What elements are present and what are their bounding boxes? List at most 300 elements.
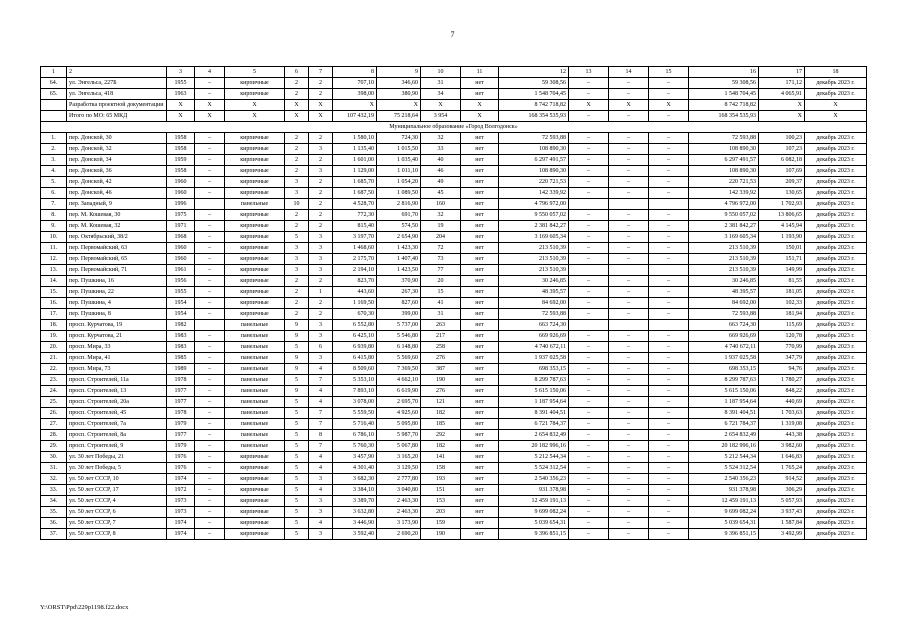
table-cell: 213 510,39	[689, 265, 759, 276]
table-cell: 574,50	[377, 221, 421, 232]
table-cell: 669 926,69	[689, 331, 759, 342]
table-cell: 1 587,84	[759, 518, 805, 529]
table-cell: –	[195, 89, 225, 100]
table-cell: 19.	[41, 331, 67, 342]
document-path: Y:\ORST\Ppd\229p1198.f22.docx	[40, 604, 129, 611]
table-row	[41, 518, 867, 529]
table-cell: просп. Строителей, 7а	[67, 419, 167, 430]
table-cell: нет	[461, 199, 499, 210]
table-cell: декабрь 2023 г.	[805, 529, 867, 540]
table-cell: –	[569, 78, 609, 89]
table-cell: –	[609, 331, 649, 342]
table-cell: 7 893,10	[333, 386, 377, 397]
table-cell: 65.	[41, 89, 67, 100]
table-cell	[195, 320, 225, 331]
table-cell: 267,30	[377, 287, 421, 298]
table-cell: 931 378,98	[689, 485, 759, 496]
table-cell: –	[195, 507, 225, 518]
table-cell: X	[333, 100, 377, 111]
table-cell: нет	[461, 441, 499, 452]
table-cell: 2	[309, 221, 333, 232]
table-cell: кирпичные	[225, 133, 285, 144]
table-cell: 2 654 832,49	[689, 430, 759, 441]
table-cell: 1958	[167, 166, 195, 177]
table-cell: нет	[461, 243, 499, 254]
table-cell: 108 890,30	[499, 166, 569, 177]
table-cell: 5 212 544,34	[499, 452, 569, 463]
table-cell: 2 695,70	[377, 397, 421, 408]
table-cell: пер. Октябрьский, 38/2	[67, 232, 167, 243]
table-cell: 347,79	[759, 353, 805, 364]
table-cell: панельные	[225, 408, 285, 419]
table-cell: нет	[461, 78, 499, 89]
table-cell: декабрь 2023 г.	[805, 210, 867, 221]
table-cell	[609, 265, 649, 276]
table-cell: 1 937 025,58	[689, 353, 759, 364]
table-cell: 9 550 057,02	[689, 210, 759, 221]
table-cell: кирпичные	[225, 188, 285, 199]
table-cell: 182	[421, 408, 461, 419]
table-row	[41, 485, 867, 496]
table-cell: 3 173,90	[377, 518, 421, 529]
table-cell: просп. Строителей, 20а	[67, 397, 167, 408]
table-cell: 5 737,00	[377, 320, 421, 331]
table-cell: просп. Строителей, 45	[67, 408, 167, 419]
table-cell: 190	[421, 529, 461, 540]
table-cell: нет	[461, 133, 499, 144]
table-row	[41, 111, 867, 122]
table-cell: пер. Донской, 42	[67, 177, 167, 188]
table-cell: 5	[285, 529, 309, 540]
table-row	[41, 331, 867, 342]
table-cell: 770,99	[759, 342, 805, 353]
table-cell: –	[609, 364, 649, 375]
table-cell: 3 937,43	[759, 507, 805, 518]
table-cell: декабрь 2023 г.	[805, 386, 867, 397]
table-cell: 1974	[167, 529, 195, 540]
table-row	[41, 144, 867, 155]
table-cell: 3 592,40	[333, 529, 377, 540]
table-cell: –	[609, 144, 649, 155]
table-cell: –	[649, 243, 689, 254]
table-cell: –	[195, 133, 225, 144]
table-cell: 292	[421, 430, 461, 441]
table-cell: нет	[461, 276, 499, 287]
table-cell: 12	[499, 67, 569, 78]
table-cell: кирпичные	[225, 254, 285, 265]
table-cell: 181,94	[759, 309, 805, 320]
table-cell: 203	[421, 507, 461, 518]
table-cell: кирпичные	[225, 221, 285, 232]
table-cell: 5 559,50	[333, 408, 377, 419]
table-cell: 28.	[41, 430, 67, 441]
table-cell: 5	[285, 397, 309, 408]
table-cell: 72	[421, 243, 461, 254]
table-row	[41, 243, 867, 254]
table-cell: кирпичные	[225, 89, 285, 100]
table-cell: 2	[309, 177, 333, 188]
table-cell: –	[609, 78, 649, 89]
table-cell: –	[195, 276, 225, 287]
table-cell: кирпичные	[225, 452, 285, 463]
table-cell: декабрь 2023 г.	[805, 408, 867, 419]
table-cell: –	[609, 507, 649, 518]
table-cell: нет	[461, 287, 499, 298]
table-row	[41, 452, 867, 463]
table-cell: 7.	[41, 199, 67, 210]
table-cell: кирпичные	[225, 166, 285, 177]
table-cell: –	[569, 463, 609, 474]
table-cell: 31.	[41, 463, 67, 474]
table-cell: 5 987,70	[377, 430, 421, 441]
table-cell: 1 423,30	[377, 243, 421, 254]
table-row	[41, 287, 867, 298]
table-cell: 16.	[41, 298, 67, 309]
table-cell: 108 890,30	[689, 144, 759, 155]
table-cell: 2	[309, 309, 333, 320]
table-cell: 1 580,10	[333, 133, 377, 144]
table-cell: X	[805, 100, 867, 111]
table-cell: 13.	[41, 265, 67, 276]
table-cell: –	[649, 298, 689, 309]
table-cell: 276	[421, 353, 461, 364]
table-cell: 75 218,64	[377, 111, 421, 122]
table-cell: –	[609, 254, 649, 265]
table-cell: 4 925,60	[377, 408, 421, 419]
table-cell: –	[195, 419, 225, 430]
table-cell: декабрь 2023 г.	[805, 276, 867, 287]
table-cell: 4 301,40	[333, 463, 377, 474]
table-cell: 7	[309, 67, 333, 78]
table-row	[41, 221, 867, 232]
table-cell: 5 615 150,06	[499, 386, 569, 397]
table-cell: –	[649, 386, 689, 397]
table-cell: 142 339,92	[499, 188, 569, 199]
table-cell: 1954	[167, 309, 195, 320]
table-cell: 35.	[41, 507, 67, 518]
table-cell: кирпичные	[225, 232, 285, 243]
table-cell: 8 509,60	[333, 364, 377, 375]
table-cell: 4 662,10	[377, 375, 421, 386]
table-cell: –	[569, 518, 609, 529]
table-cell: X	[225, 100, 285, 111]
table-cell: –	[569, 452, 609, 463]
table-cell: –	[195, 441, 225, 452]
table-cell: 9.	[41, 221, 67, 232]
table-cell: 5 039 654,31	[689, 518, 759, 529]
table-cell: 1 687,50	[333, 188, 377, 199]
table-cell: кирпичные	[225, 287, 285, 298]
table-cell: 3 165,20	[377, 452, 421, 463]
table-cell: –	[609, 485, 649, 496]
table-cell: 2	[285, 78, 309, 89]
table-cell: 48 395,57	[499, 287, 569, 298]
table-cell: 81,55	[759, 276, 805, 287]
table-cell: нет	[461, 430, 499, 441]
table-cell: 1973	[167, 507, 195, 518]
table-cell: 380,90	[377, 89, 421, 100]
table-cell: 15	[649, 67, 689, 78]
table-cell: 707,10	[333, 78, 377, 89]
table-cell: 3 169 605,34	[689, 232, 759, 243]
table-cell: нет	[461, 210, 499, 221]
table-cell: декабрь 2023 г.	[805, 496, 867, 507]
table-cell: панельные	[225, 342, 285, 353]
table-cell: декабрь 2023 г.	[805, 397, 867, 408]
table-cell: панельные	[225, 430, 285, 441]
table-cell: 2 194,10	[333, 265, 377, 276]
table-cell: 37.	[41, 529, 67, 540]
table-cell: 4 740 672,11	[499, 342, 569, 353]
table-cell: 12.	[41, 254, 67, 265]
table-cell: 663 724,30	[499, 320, 569, 331]
table-cell: –	[569, 529, 609, 540]
table-cell: 3	[285, 188, 309, 199]
table-cell: 102,33	[759, 298, 805, 309]
table-cell: –	[569, 287, 609, 298]
table-cell: –	[195, 474, 225, 485]
table-cell: нет	[461, 309, 499, 320]
table-cell: нет	[461, 221, 499, 232]
table-cell: 1958	[167, 144, 195, 155]
section-row	[41, 122, 867, 133]
table-cell: –	[649, 133, 689, 144]
table-cell: 30 246,85	[689, 276, 759, 287]
table-cell: 141	[421, 452, 461, 463]
table-cell: нет	[461, 320, 499, 331]
table-cell: –	[649, 78, 689, 89]
table-cell: кирпичные	[225, 474, 285, 485]
table-cell: 9	[285, 364, 309, 375]
table-cell: 182	[421, 441, 461, 452]
table-cell: –	[649, 419, 689, 430]
table-cell: –	[609, 342, 649, 353]
table-cell: кирпичные	[225, 529, 285, 540]
table-cell: 151,71	[759, 254, 805, 265]
table-cell: –	[569, 507, 609, 518]
table-cell: Итого по МО: 65 МКД	[67, 111, 167, 122]
table-cell: пер. Пушкина, 22	[67, 287, 167, 298]
table-cell: нет	[461, 507, 499, 518]
table-cell: декабрь 2023 г.	[805, 452, 867, 463]
table-cell: 9	[285, 320, 309, 331]
table-row	[41, 474, 867, 485]
table-cell: –	[569, 243, 609, 254]
table-cell: нет	[461, 298, 499, 309]
table-row	[41, 199, 867, 210]
table-cell: ул. 50 лет СССР, 10	[67, 474, 167, 485]
table-cell: кирпичные	[225, 518, 285, 529]
table-row	[41, 375, 867, 386]
table-cell: 1959	[167, 155, 195, 166]
table-cell: 73	[421, 254, 461, 265]
table-cell: 115,69	[759, 320, 805, 331]
table-cell: 1982	[167, 320, 195, 331]
table-cell: –	[609, 518, 649, 529]
table-cell: декабрь 2023 г.	[805, 419, 867, 430]
table-cell: 1 937 025,58	[499, 353, 569, 364]
table-cell: 2	[309, 298, 333, 309]
table-cell: 18	[805, 67, 867, 78]
table-cell: нет	[461, 485, 499, 496]
table-cell: пер. Донской, 30	[67, 133, 167, 144]
table-cell: –	[649, 496, 689, 507]
table-cell: X	[167, 100, 195, 111]
table-cell: X	[309, 100, 333, 111]
table-cell: 1974	[167, 518, 195, 529]
table-cell: кирпичные	[225, 210, 285, 221]
table-cell: 4 528,70	[333, 199, 377, 210]
table-cell: 5 353,10	[333, 375, 377, 386]
table-cell: 1954	[167, 298, 195, 309]
table-row	[41, 386, 867, 397]
table-cell: декабрь 2023 г.	[805, 243, 867, 254]
table-cell: 5 039 654,31	[499, 518, 569, 529]
table-row	[41, 353, 867, 364]
table-cell: декабрь 2023 г.	[805, 320, 867, 331]
table-row	[41, 507, 867, 518]
table-cell: –	[649, 287, 689, 298]
table-cell: 370,90	[377, 276, 421, 287]
table-cell: панельные	[225, 353, 285, 364]
table-cell: декабрь 2023 г.	[805, 177, 867, 188]
table-cell: –	[195, 397, 225, 408]
table-cell: кирпичные	[225, 463, 285, 474]
table-cell: 3 169 605,34	[499, 232, 569, 243]
table-cell: 2	[309, 89, 333, 100]
table-cell: 220 721,53	[689, 177, 759, 188]
table-cell: 2	[309, 78, 333, 89]
table-cell: 698 353,15	[499, 364, 569, 375]
table-cell: 45	[421, 188, 461, 199]
table-cell: 20 182 996,16	[689, 441, 759, 452]
table-cell: –	[609, 474, 649, 485]
table-cell: 1983	[167, 342, 195, 353]
table-cell	[569, 265, 609, 276]
table-cell: 443,60	[333, 287, 377, 298]
table-cell: пер. Пушкина, 4	[67, 298, 167, 309]
table-cell: 306,29	[759, 485, 805, 496]
table-cell: 1 035,40	[377, 155, 421, 166]
table-cell: ул. 50 лет СССР, 6	[67, 507, 167, 518]
table-cell: декабрь 2023 г.	[805, 485, 867, 496]
table-cell: декабрь 2023 г.	[805, 430, 867, 441]
table-cell: –	[195, 166, 225, 177]
table-cell: 2	[285, 221, 309, 232]
table-cell: 1956	[167, 276, 195, 287]
table-cell: декабрь 2023 г.	[805, 199, 867, 210]
table-cell: 5 212 544,34	[689, 452, 759, 463]
table-cell: 815,40	[333, 221, 377, 232]
table-cell: 5 716,40	[333, 419, 377, 430]
table-cell: 72 593,88	[499, 309, 569, 320]
table-cell	[41, 111, 67, 122]
table-cell: нет	[461, 375, 499, 386]
table-cell: –	[569, 474, 609, 485]
table-cell: –	[609, 221, 649, 232]
table-cell: нет	[461, 397, 499, 408]
table-cell: 670,30	[333, 309, 377, 320]
table-cell: 2	[285, 287, 309, 298]
table-cell: 387	[421, 364, 461, 375]
table-cell: –	[609, 397, 649, 408]
table-cell: –	[609, 133, 649, 144]
table-cell: кирпичные	[225, 144, 285, 155]
table-cell: 3 129,50	[377, 463, 421, 474]
table-cell: 263	[421, 320, 461, 331]
table-cell: –	[195, 375, 225, 386]
table-cell: –	[195, 155, 225, 166]
table-cell: декабрь 2023 г.	[805, 474, 867, 485]
table-cell: X	[285, 100, 309, 111]
table-cell: –	[195, 529, 225, 540]
table-cell: –	[649, 474, 689, 485]
table-cell: 29.	[41, 441, 67, 452]
table-cell: –	[195, 331, 225, 342]
table-cell: –	[195, 188, 225, 199]
table-cell: 399,00	[377, 309, 421, 320]
table-cell: –	[609, 188, 649, 199]
table-cell: –	[195, 210, 225, 221]
table-cell: 14.	[41, 276, 67, 287]
table-cell: 204	[421, 232, 461, 243]
table-cell: –	[609, 408, 649, 419]
table-cell: –	[569, 485, 609, 496]
table-cell: 2 690,20	[377, 529, 421, 540]
table-cell: –	[649, 331, 689, 342]
table-cell: 6 297 491,57	[689, 155, 759, 166]
table-row	[41, 364, 867, 375]
table-cell: 5	[285, 430, 309, 441]
table-cell: нет	[461, 386, 499, 397]
table-cell: –	[649, 89, 689, 100]
table-cell: 1 765,24	[759, 463, 805, 474]
table-cell: –	[195, 463, 225, 474]
table-cell: –	[649, 485, 689, 496]
table-cell: 150,01	[759, 243, 805, 254]
table-cell: –	[649, 364, 689, 375]
table-cell: нет	[461, 463, 499, 474]
table-cell: 2	[285, 298, 309, 309]
table-cell: кирпичные	[225, 243, 285, 254]
table-cell: просп. Строителей, 8а	[67, 430, 167, 441]
table-cell: 27.	[41, 419, 67, 430]
table-cell: –	[569, 276, 609, 287]
table-cell: 3 492,99	[759, 529, 805, 540]
table-cell: нет	[461, 353, 499, 364]
table-cell: 7	[309, 408, 333, 419]
table-cell: 31	[421, 78, 461, 89]
table-cell: –	[649, 375, 689, 386]
table-cell: ул. 30 лет Победы, 21	[67, 452, 167, 463]
table-cell: нет	[461, 188, 499, 199]
table-cell: 12 459 191,13	[499, 496, 569, 507]
table-cell	[649, 265, 689, 276]
table-cell: 6 619,90	[377, 386, 421, 397]
table-cell: 398,00	[333, 89, 377, 100]
table-cell: –	[569, 89, 609, 100]
table-cell: декабрь 2023 г.	[805, 78, 867, 89]
table-cell: 142 339,92	[689, 188, 759, 199]
table-cell: 5 524 312,54	[689, 463, 759, 474]
table-cell: –	[569, 166, 609, 177]
table-cell: 120,78	[759, 331, 805, 342]
table-cell: –	[195, 243, 225, 254]
table-row	[41, 166, 867, 177]
table-cell: X	[609, 100, 649, 111]
table-cell: нет	[461, 254, 499, 265]
table-cell: –	[569, 133, 609, 144]
